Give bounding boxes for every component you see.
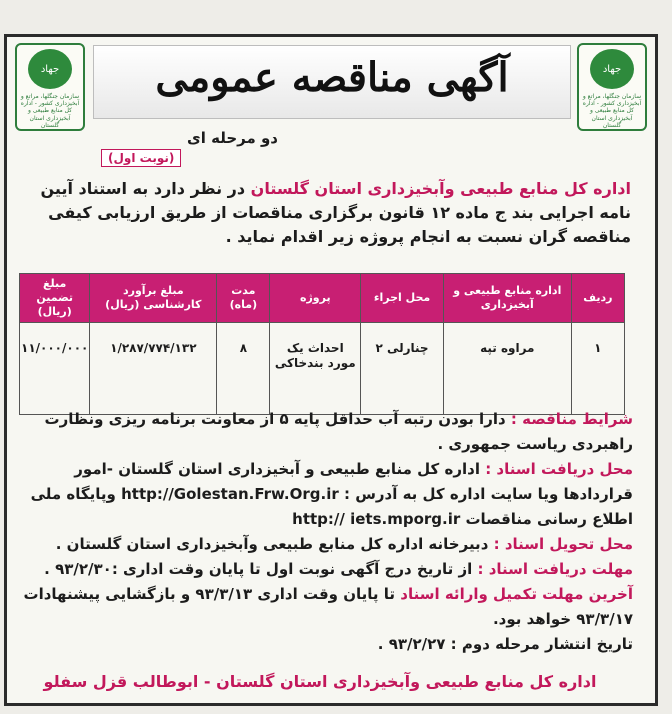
cell-duration: ۸: [217, 323, 270, 415]
condition-second-publish: تاریخ انتشار مرحله دوم : ۹۳/۲/۲۷ .: [377, 635, 633, 653]
cell-location: چنارلی ۲: [361, 323, 444, 415]
conditions-section: [21, 407, 633, 657]
cell-guarantee: ۱۱/۰۰۰/۰۰۰: [20, 323, 90, 415]
signature: اداره کل منابع طبیعی وآبخیزداری استان گلستان - ابوطالب قزل سفلو: [43, 672, 597, 691]
tender-table: [19, 273, 625, 415]
cell-estimate: ۱/۲۸۷/۷۷۴/۱۳۲: [90, 323, 217, 415]
condition-terms: [21, 407, 633, 457]
cell-office: مراوه تپه: [443, 323, 571, 415]
col-location: محل اجراء: [361, 274, 444, 323]
table-header-row: [20, 274, 625, 323]
jahad-logo-icon: جهاد: [28, 49, 72, 89]
table-row: [20, 323, 625, 415]
condition-docs-location: [21, 457, 633, 532]
docs-location-text: اداره کل منابع طبیعی و آبخیزداری استان گلستان -امور قراردادها ویا سایت اداره کل به آدرس : http://Golestan.Frw.Org.ir وپایگاه ملی اطلاع رسانی مناقصات http:// iets.mporg.ir: [30, 460, 633, 528]
condition-final-deadline: [21, 582, 633, 632]
intro-paragraph: [21, 177, 631, 249]
col-estimate: مبلغ برآورد کارشناسی (ریال): [90, 274, 217, 323]
deadline-label: مهلت دریافت اسناد :: [477, 560, 633, 578]
title-band: [93, 45, 571, 119]
intro-text: در نظر دارد به استناد آیین نامه اجرایی بند ج ماده ۱۲ قانون برگزاری مناقصات از طریق ارزیابی کیفی مناقصه گران نسبت به انجام پروژه زیر اقدام نماید .: [40, 179, 631, 246]
intro-org: اداره کل منابع طبیعی وآبخیزداری استان گلستان: [250, 179, 631, 198]
condition-deadline: [21, 557, 633, 582]
final-deadline-label: آخرین مهلت تکمیل وارائه اسناد: [400, 585, 633, 603]
cell-row-number: ۱: [571, 323, 624, 415]
logo-left: [15, 43, 85, 131]
delivery-label: محل تحویل اسناد :: [493, 535, 633, 553]
condition-delivery: [21, 532, 633, 557]
delivery-text: دبیرخانه اداره کل منابع طبیعی وآبخیزداری استان گلستان .: [55, 535, 494, 553]
page-title: آگهی مناقصه عمومی: [155, 54, 509, 101]
sub-title: دو مرحله ای: [187, 129, 279, 147]
notice-frame: [4, 34, 658, 706]
logo-right-caption: سازمان جنگلها، مراتع و آبخیزداری کشور - اداره کل منابع طبیعی و آبخیزداری استان گلستان: [582, 93, 642, 129]
docs-location-label: محل دریافت اسناد :: [485, 460, 633, 478]
cell-project: احداث یک مورد بندخاکی: [270, 323, 361, 415]
terms-label: شرایط مناقصه :: [510, 410, 633, 428]
terms-text: دارا بودن رتبه آب حداقل پایه ۵ از معاونت برنامه ریزی ونظارت راهبردی ریاست جمهوری .: [44, 410, 633, 453]
final-deadline-text: تا پایان وقت اداری ۹۳/۳/۱۳ و بازگشایی پیشنهادات ۹۳/۳/۱۷ خواهد بود.: [23, 585, 633, 628]
notice-header: [7, 37, 655, 143]
col-project: پروژه: [270, 274, 361, 323]
logo-right: [577, 43, 647, 131]
col-guarantee: مبلغ تضمین (ریال): [20, 274, 90, 323]
jahad-logo-icon: جهاد: [590, 49, 634, 89]
col-duration: مدت (ماه): [217, 274, 270, 323]
deadline-text: از تاریخ درج آگهی نوبت اول تا پایان وقت اداری :۹۳/۲/۳۰ .: [44, 560, 478, 578]
col-row-number: ردیف: [571, 274, 624, 323]
col-office: اداره منابع طبیعی و آبخیزداری: [443, 274, 571, 323]
round-badge: (نوبت اول): [101, 149, 181, 167]
logo-left-caption: سازمان جنگلها، مراتع و آبخیزداری کشور - اداره کل منابع طبیعی و آبخیزداری استان گلستان: [20, 93, 80, 129]
